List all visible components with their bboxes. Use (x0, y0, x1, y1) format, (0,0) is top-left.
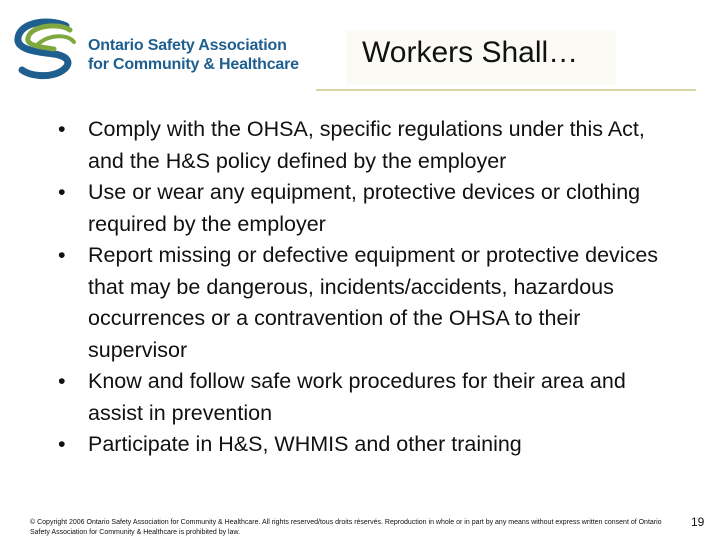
osach-logo (8, 14, 308, 86)
page-number: 19 (691, 515, 705, 529)
bullet-text: Use or wear any equipment, protective devices or clothing required by the employer (88, 180, 641, 236)
osach-swoosh-icon (8, 14, 98, 86)
list-item (58, 177, 668, 240)
org-name-line1: Ontario Safety Association (88, 37, 287, 54)
list-item (58, 114, 668, 177)
list-item (58, 429, 668, 461)
bullet-icon: • (58, 243, 66, 267)
copyright-notice: © Copyright 2006 Ontario Safety Association for Community & Healthcare. All rights reserved/tous droits réservés. Reproduction in whole or in part by any means without express written consent of Ontario Safety Association for Community & Healthcare is prohibited by law. (30, 519, 662, 536)
org-name-line2: for Community & Healthcare (88, 56, 299, 73)
list-item (58, 240, 668, 366)
bullet-text: Participate in H&S, WHMIS and other training (88, 432, 522, 456)
title-divider (316, 89, 696, 91)
bullet-list (58, 114, 668, 461)
bullet-icon: • (58, 369, 66, 393)
list-item (58, 366, 668, 429)
slide-title: Workers Shall… (362, 36, 579, 69)
bullet-text: Know and follow safe work procedures for their area and assist in prevention (88, 369, 626, 425)
bullet-text: Comply with the OHSA, specific regulations under this Act, and the H&S policy defined by the employer (88, 117, 645, 173)
bullet-icon: • (58, 432, 66, 456)
bullet-text: Report missing or defective equipment or protective devices that may be dangerous, incidents/accidents, hazardous occurrences or a contravention of the OHSA to their supervisor (88, 243, 659, 362)
bullet-icon: • (58, 180, 66, 204)
bullet-icon: • (58, 117, 66, 141)
